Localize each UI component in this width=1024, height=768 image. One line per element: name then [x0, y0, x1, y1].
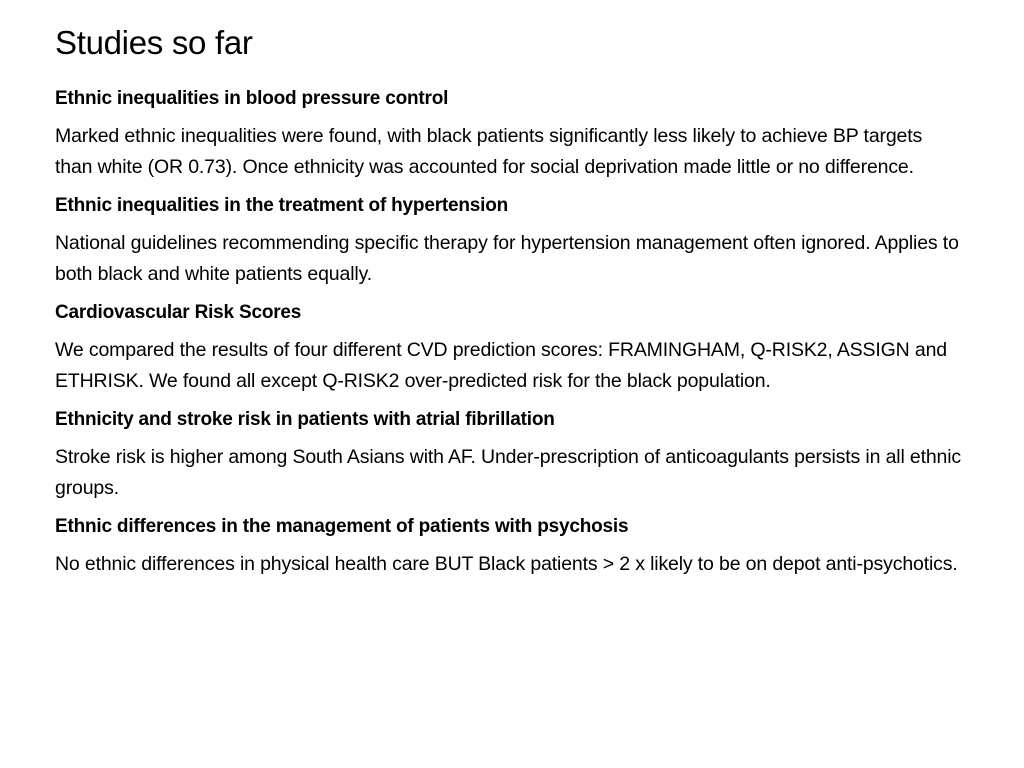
study-heading: Ethnicity and stroke risk in patients with atrial fibrillation: [55, 409, 555, 430]
study-body: We compared the results of four different CVD prediction scores: FRAMINGHAM, Q-RISK2, ASSIGN and ETHRISK. We found all except Q-RISK2 over-predicted risk for the black population.: [55, 339, 947, 392]
study-heading: Ethnic differences in the management of patients with psychosis: [55, 516, 629, 537]
study-heading: Ethnic inequalities in blood pressure control: [55, 88, 449, 109]
study-body: Marked ethnic inequalities were found, with black patients significantly less likely to achieve BP targets than white (OR 0.73). Once ethnicity was accounted for social deprivation made little or no difference.: [55, 125, 923, 178]
study-item: [55, 300, 964, 396]
study-item: [55, 407, 964, 503]
study-body: Stroke risk is higher among South Asians with AF. Under-prescription of anticoagulants persists in all ethnic groups.: [55, 446, 962, 499]
study-heading: Ethnic inequalities in the treatment of hypertension: [55, 195, 509, 216]
study-item: [55, 193, 964, 289]
study-body: No ethnic differences in physical health care BUT Black patients > 2 x likely to be on depot anti-psychotics.: [55, 553, 958, 575]
study-heading: Cardiovascular Risk Scores: [55, 302, 302, 323]
study-item: [55, 514, 964, 580]
slide-title: Studies so far: [55, 24, 253, 61]
study-item: [55, 86, 964, 182]
study-body: National guidelines recommending specific therapy for hypertension management often ignored. Applies to both black and white patients equally.: [55, 232, 959, 285]
